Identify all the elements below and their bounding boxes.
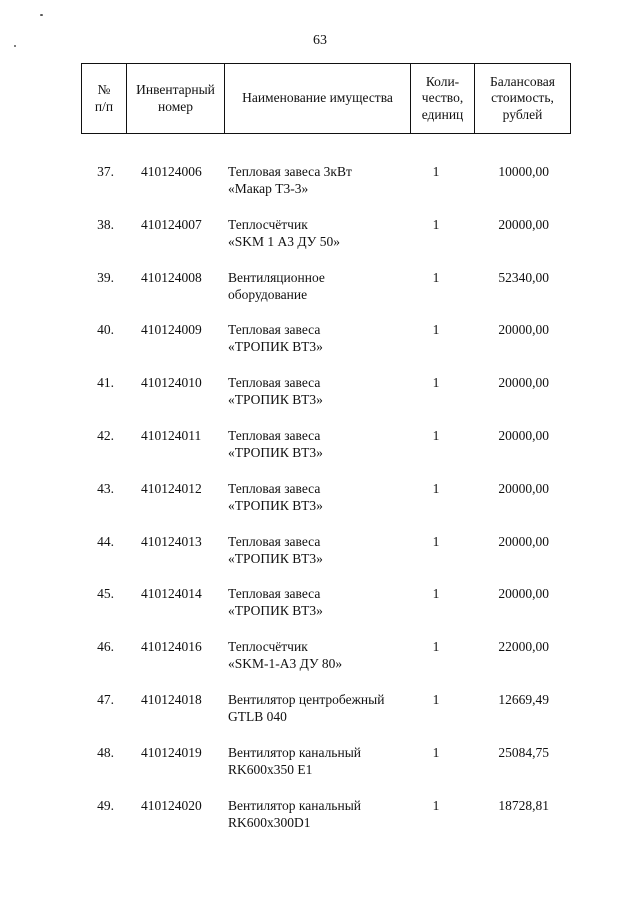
header-property-name — [225, 64, 411, 134]
header-property-name-line: Наименование имущества — [242, 90, 393, 106]
row-number: 48. — [97, 744, 114, 760]
inventory-number: 410124018 — [141, 691, 202, 707]
header-quantity-line: единиц — [421, 106, 464, 122]
header-balance-cost-line: стоимость, — [491, 90, 554, 106]
quantity: 1 — [432, 744, 440, 760]
row-number: 42. — [97, 427, 114, 443]
header-balance-cost-line: рублей — [502, 106, 543, 122]
header-quantity-line: Коли- — [425, 73, 460, 89]
property-name-line: «ТРОПИК ВТ3» — [228, 497, 323, 513]
row-number: 43. — [97, 480, 114, 496]
quantity: 1 — [432, 269, 440, 285]
property-name-line: RK600x350 E1 — [228, 761, 313, 777]
property-name — [228, 427, 323, 461]
property-name — [228, 374, 323, 408]
row-number: 40. — [97, 322, 114, 338]
header-num-line: № — [97, 82, 111, 97]
property-name-line: Вентиляционное — [228, 269, 325, 285]
inventory-number: 410124013 — [141, 533, 202, 549]
balance-cost: 20000,00 — [498, 480, 549, 496]
inventory-number: 410124008 — [141, 269, 202, 285]
property-name — [228, 533, 323, 567]
property-name-line: Тепловая завеса — [228, 480, 321, 496]
property-name-line: Тепловая завеса — [228, 533, 321, 549]
property-name-line: «ТРОПИК ВТ3» — [228, 339, 323, 355]
balance-cost: 20000,00 — [498, 216, 549, 232]
property-name-line: оборудование — [228, 286, 308, 302]
property-name — [228, 216, 340, 250]
table-row — [81, 480, 570, 533]
property-name — [228, 691, 384, 725]
property-name — [228, 744, 361, 778]
inventory-number: 410124016 — [141, 639, 202, 655]
inventory-number: 410124007 — [141, 216, 202, 232]
property-name — [228, 321, 323, 355]
property-name — [228, 269, 325, 303]
property-name-line: «SKM 1 А3 ДУ 50» — [228, 233, 340, 249]
scan-speck — [40, 14, 43, 16]
inventory-number: 410124020 — [141, 797, 202, 813]
row-number: 46. — [97, 639, 114, 655]
row-number: 37. — [97, 164, 114, 179]
header-quantity — [411, 64, 475, 134]
table-row — [81, 585, 570, 638]
quantity: 1 — [432, 164, 440, 179]
balance-cost: 20000,00 — [498, 586, 549, 602]
property-name-line: Теплосчётчик — [228, 216, 308, 232]
header-balance-cost-line: Балансовая — [490, 73, 555, 89]
quantity: 1 — [432, 639, 440, 655]
property-name-line: Вентилятор канальный — [228, 797, 361, 813]
inventory-number: 410124010 — [141, 375, 202, 391]
inventory-number: 410124019 — [141, 744, 202, 760]
table-row — [81, 797, 570, 850]
property-name-line: Тепловая завеса — [228, 375, 321, 391]
quantity: 1 — [432, 797, 440, 813]
row-number: 49. — [97, 797, 114, 813]
quantity: 1 — [432, 533, 440, 549]
quantity: 1 — [432, 586, 440, 602]
property-name-line: Тепловая завеса 3кВт — [228, 164, 352, 179]
balance-cost: 10000,00 — [498, 164, 549, 179]
header-balance-cost — [475, 64, 571, 134]
property-name-line: «Макар Т3-3» — [228, 181, 309, 196]
table-row — [81, 638, 570, 691]
quantity: 1 — [432, 691, 440, 707]
property-name — [228, 585, 323, 619]
property-name-line: «ТРОПИК ВТ3» — [228, 444, 323, 460]
property-name-line: «ТРОПИК ВТ3» — [228, 603, 323, 619]
property-name-line: «ТРОПИК ВТ3» — [228, 550, 323, 566]
quantity: 1 — [432, 322, 440, 338]
balance-cost: 12669,49 — [498, 691, 549, 707]
inventory-number: 410124014 — [141, 586, 202, 602]
quantity: 1 — [432, 480, 440, 496]
row-number: 47. — [97, 691, 114, 707]
balance-cost: 20000,00 — [498, 375, 549, 391]
row-number: 45. — [97, 586, 114, 602]
property-name-line: Тепловая завеса — [228, 322, 321, 338]
property-name-line: RK600x300D1 — [228, 814, 311, 830]
property-name-line: Тепловая завеса — [228, 427, 321, 443]
inventory-number: 410124011 — [141, 427, 202, 443]
property-name-line: Вентилятор канальный — [228, 744, 361, 760]
header-num-line: п/п — [94, 98, 114, 114]
property-name — [228, 638, 342, 672]
table-row — [81, 163, 570, 216]
header-inventory-number-line: номер — [157, 98, 193, 114]
table-row — [81, 744, 570, 797]
balance-cost: 18728,81 — [498, 797, 549, 813]
balance-cost: 52340,00 — [498, 269, 549, 285]
table-row — [81, 533, 570, 586]
property-name-line: Теплосчётчик — [228, 639, 308, 655]
table-row — [81, 691, 570, 744]
quantity: 1 — [432, 427, 440, 443]
property-name-line: Вентилятор центробежный — [228, 691, 385, 707]
property-name-line: «SKM-1-А3 ДУ 80» — [228, 656, 343, 672]
quantity: 1 — [432, 375, 440, 391]
property-name — [228, 797, 361, 831]
property-name-line: Тепловая завеса — [228, 586, 321, 602]
page-number: 63 — [313, 33, 327, 48]
table-row — [81, 374, 570, 427]
property-name — [228, 480, 323, 514]
table-row — [81, 427, 570, 480]
header-quantity-line: чество, — [421, 90, 464, 106]
header-inventory-number-line: Инвентарный — [136, 82, 215, 97]
property-name-line: GTLB 040 — [228, 708, 287, 724]
header-inventory-number — [127, 64, 225, 134]
balance-cost: 20000,00 — [498, 427, 549, 443]
row-number: 39. — [97, 269, 114, 285]
table-row — [81, 269, 570, 322]
balance-cost: 25084,75 — [498, 744, 549, 760]
property-name-line: «ТРОПИК ВТ3» — [228, 392, 323, 408]
inventory-number: 410124009 — [141, 322, 202, 338]
balance-cost: 22000,00 — [498, 639, 549, 655]
header-num — [82, 64, 127, 134]
property-name — [228, 163, 352, 197]
balance-cost: 20000,00 — [498, 533, 549, 549]
row-number: 38. — [97, 216, 114, 232]
row-number: 44. — [97, 533, 114, 549]
table-body — [81, 163, 570, 849]
quantity: 1 — [432, 216, 440, 232]
table-header — [81, 63, 571, 134]
row-number: 41. — [97, 375, 114, 391]
inventory-number: 410124006 — [141, 164, 202, 179]
inventory-number: 410124012 — [141, 480, 202, 496]
table-row — [81, 321, 570, 374]
table-row — [81, 216, 570, 269]
balance-cost: 20000,00 — [498, 322, 549, 338]
